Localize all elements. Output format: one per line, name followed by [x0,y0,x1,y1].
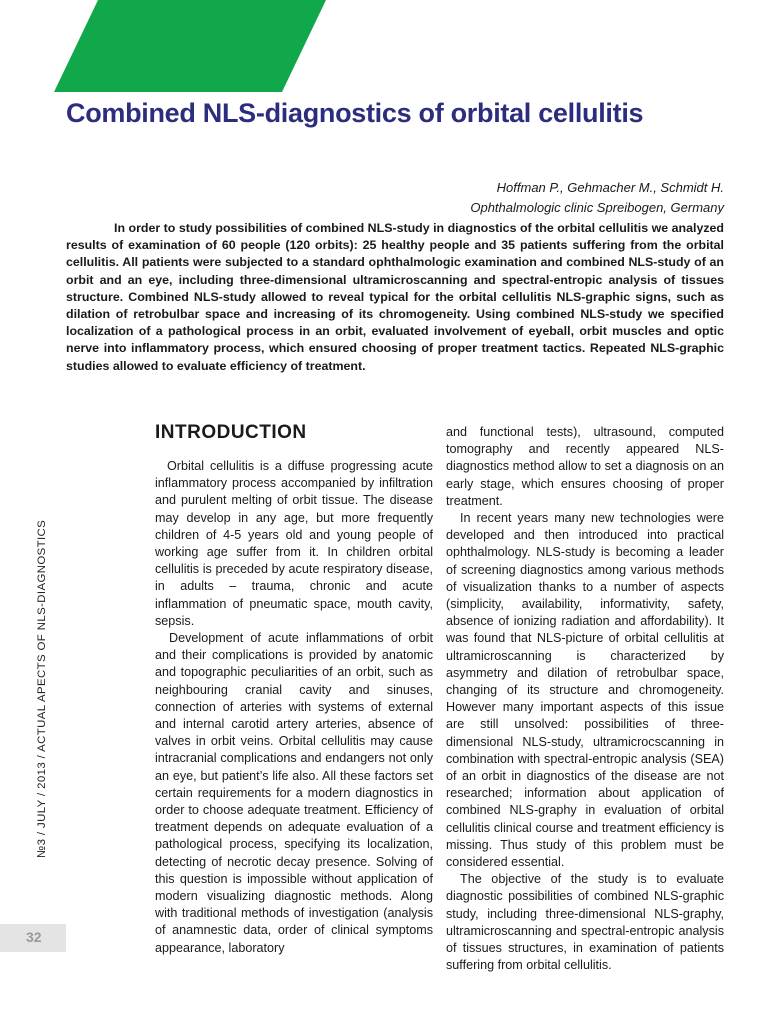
section-heading-introduction: INTRODUCTION [155,422,307,443]
article-title: Combined NLS-diagnostics of orbital cellulitis [66,98,644,128]
author-block [470,178,724,218]
journal-side-label: №3 / JULY / 2013 / ACTUAL APECTS OF NLS-DIAGNOSTICS [36,519,48,858]
page-number: 32 [26,929,42,945]
intro-paragraph-5: The objective of the study is to evaluate diagnostic possibilities of combined NLS-graphic study, including three-dimensional NLS-graphy, ultramicroscanning and spectral-entropic analysis of tissues structures, in examination of patients suffering from orbital cellulitis. [446,872,724,973]
page-number-box [0,924,66,952]
intro-paragraph-3: and functional tests), ultrasound, computed tomography and recently appeared NLS-diagnostics method allow to set a diagnosis on an early stage, which ensures choosing of proper treatment. [446,425,724,508]
green-header-band [0,0,340,92]
author-affiliation: Ophthalmologic clinic Spreibogen, Germany [470,200,724,215]
intro-paragraph-1: Orbital cellulitis is a diffuse progressing acute inflammatory process accompanied by infiltration and purulent melting of orbit tissue. The disease may develop in any age, but more frequently children of 4-5 years old and young people of working age suffer from it. In children orbital cellulitis is preceded by acute respiratory disease, in adults – trauma, chronic and acute inflammation of pneumatic space, mouth cavity, sepsis. [155,459,433,628]
right-column [446,424,724,975]
abstract: In order to study possibilities of combined NLS-study in diagnostics of the orbital cellulitis we analyzed results of examination of 60 people (120 orbits): 25 healthy people and 35 patients suffering from the orbital cellulitis. All patients were subjected to a standard ophthalmologic examination and combined NLS-study of an orbit and an eye, including three-dimensional ultramicroscanning and spectral-entropic analysis of tissues structure. Combined NLS-study allowed to reveal typical for the orbital cellulitis NLS-graphic signs, such as dilation of retrobulbar space and increasing of its chromogeneity. Using combined NLS-study we specified localization of a pathological process in an orbit, evaluated involvement of eyeball, orbit muscles and optic nerve into inflammatory process, which ensured choosing of proper treatment tactics. Repeated NLS-graphic studies allowed to evaluate efficiency of treatment. [66,221,724,373]
left-column [155,422,433,957]
intro-paragraph-2: Development of acute inflammations of orbit and their complications is provided by anatomic and topographic peculiarities of an orbit, such as neighbouring cranial cavity and sinuses, connection of arteries with systems of external and internal carotid artery arteries, absence of valves in orbit veins. Orbital cellulitis may cause intracranial complications and endangers not only an eye, but patient’s life also. All these factors set certain requirements for a modern diagnostics in order to choose adequate treatment. Efficiency of treatment depends on adequate evaluation of a pathological process, specifying its localization, detecting of necrotic decay presence. Solving of this question is impossible without application of modern visualizing diagnostic methods. Along with traditional methods of investigation (analysis of anamnestic data, order of clinical symptoms appearance, laboratory [155,631,433,955]
intro-paragraph-4: In recent years many new technologies were developed and then introduced into practical ophthalmology. NLS-study is becoming a leader of screening diagnostics among various methods of visualization thanks to a number of aspects (simplicity, availability, informativity, safety, absence of ionizing radiation and affordability). It was found that NLS-picture of orbital cellulitis at ultramicroscanning is characterized by asymmetry and dilation of retrobulbar space, changing of its structure and chromogeneity. However many important aspects of this issue are still unsolved: possibilities of three-dimensional NLS-study, ultramicrocscanning in combination with spectral-entropic analysis (SEA) of an orbit in diagnostics of the disease are not researched; information about application of combined NLS-graphy in evaluation of orbital cellulitis clinical course and treatment efficiency is missing. Thus study of this problem must be considered essential. [446,511,724,870]
author-names: Hoffman P., Gehmacher M., Schmidt H. [496,180,724,195]
